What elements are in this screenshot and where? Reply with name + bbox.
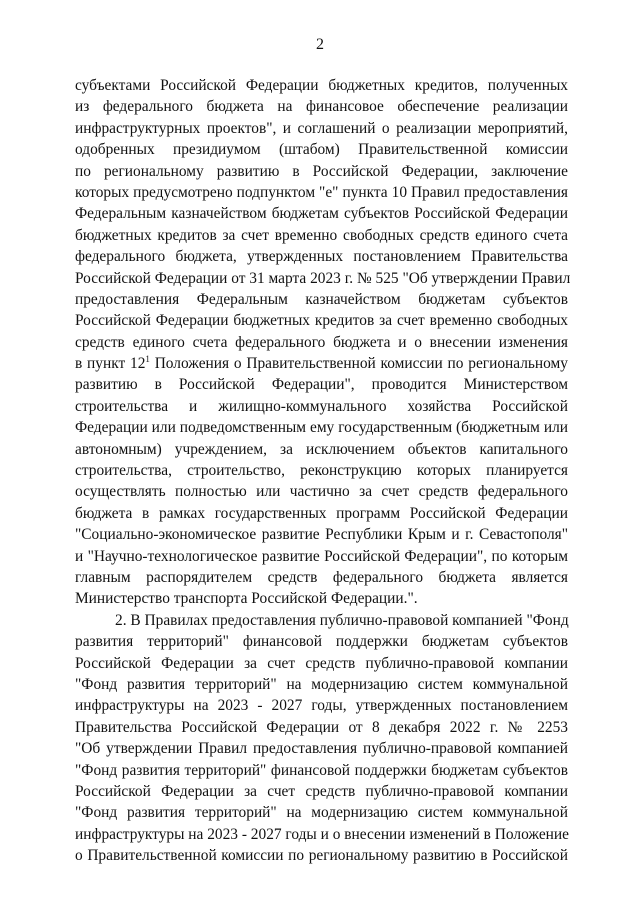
text-line: бюджета в рамках государственных программ Российской Федерации (75, 504, 568, 522)
text-line: главным распорядителем средств федерального бюджета является (75, 568, 568, 586)
text-line: строительства, строительство, реконструкцию которых планируется (75, 462, 568, 480)
text-line: федерального бюджета, утвержденных постановлением Правительства (75, 248, 568, 266)
text-line: автономным) учреждением, за исключением объектов капитального (75, 440, 568, 458)
text-segment: в пункт 12 (75, 355, 146, 373)
text-line: инфраструктуры на 2023 - 2027 годы и о внесении изменений в Положение (75, 825, 569, 843)
text-line: Российской Федерации от 31 марта 2023 г. № 525 "Об утверждении Правил (75, 269, 571, 287)
text-line: предоставления Федеральным казначейством бюджетам субъектов (75, 290, 568, 308)
text-line: субъектами Российской Федерации бюджетных кредитов, полученных (75, 77, 568, 94)
text-line: "Об утверждении Правил предоставления публично-правовой компанией (75, 740, 568, 758)
text-line: Правительства Российской Федерации от 8 декабря 2022 г. № 2253 (75, 718, 568, 736)
text-line: Российской Федерации за счет средств публично-правовой компании (75, 654, 568, 672)
text-line: инфраструктуры на 2023 - 2027 годы, утвержденных постановлением (75, 697, 568, 715)
document-body (75, 75, 571, 866)
text-line: которых предусмотрено подпунктом "е" пункта 10 Правил предоставления (75, 183, 568, 201)
text-line: "Фонд развития территорий" на модернизацию систем коммунальной (75, 675, 568, 693)
text-segment: Положения о Правительственной комиссии по региональному (149, 355, 568, 373)
paragraph-start-line: 2. В Правилах предоставления публично-правовой компанией "Фонд (115, 611, 569, 629)
text-line: из федерального бюджета на финансовое обеспечение реализации (75, 98, 568, 116)
text-line: осуществлять полностью или частично за счет средств федерального (75, 483, 568, 501)
text-line: Федеральным казначейством бюджетам субъектов Российской Федерации (75, 205, 568, 223)
text-line: средств единого счета федерального бюджета и о внесении изменения (75, 333, 568, 351)
text-line: бюджетных кредитов за счет временно свободных средств единого счета (75, 226, 568, 244)
text-line: Российской Федерации бюджетных кредитов за счет временно свободных (75, 312, 568, 330)
text-line-with-superscript (75, 353, 568, 374)
text-line: инфраструктурных проектов", и соглашений о реализации мероприятий, (75, 119, 568, 137)
text-line: одобренных президиумом (штабом) Правительственной комиссии (75, 141, 568, 159)
superscript: 1 (145, 354, 150, 365)
text-line: Федерации или подведомственным ему государственным (бюджетным или (75, 419, 568, 437)
text-line: "Социально-экономическое развитие Республики Крым и г. Севастополя" (75, 526, 568, 544)
text-line: развития территорий" финансовой поддержки бюджетам субъектов (75, 633, 568, 651)
text-line: по региональному развитию в Российской Федерации, заключение (75, 162, 568, 180)
text-line: и "Научно-технологическое развитие Российской Федерации", по которым (75, 547, 568, 565)
text-line: "Фонд развития территорий" на модернизацию систем коммунальной (75, 804, 568, 822)
text-line: строительства и жилищно-коммунального хозяйства Российской (75, 397, 568, 415)
text-line: развитию в Российской Федерации", проводится Министерством (75, 376, 568, 394)
text-line: Российской Федерации за счет средств публично-правовой компании (75, 782, 568, 800)
text-line: "Фонд развития территорий" финансовой поддержки бюджетам субъектов (75, 761, 568, 779)
text-line: о Правительственной комиссии по региональному развитию в Российской (75, 847, 568, 865)
page-number: 2 (316, 36, 324, 53)
text-line: Министерство транспорта Российской Федерации.". (75, 590, 418, 608)
